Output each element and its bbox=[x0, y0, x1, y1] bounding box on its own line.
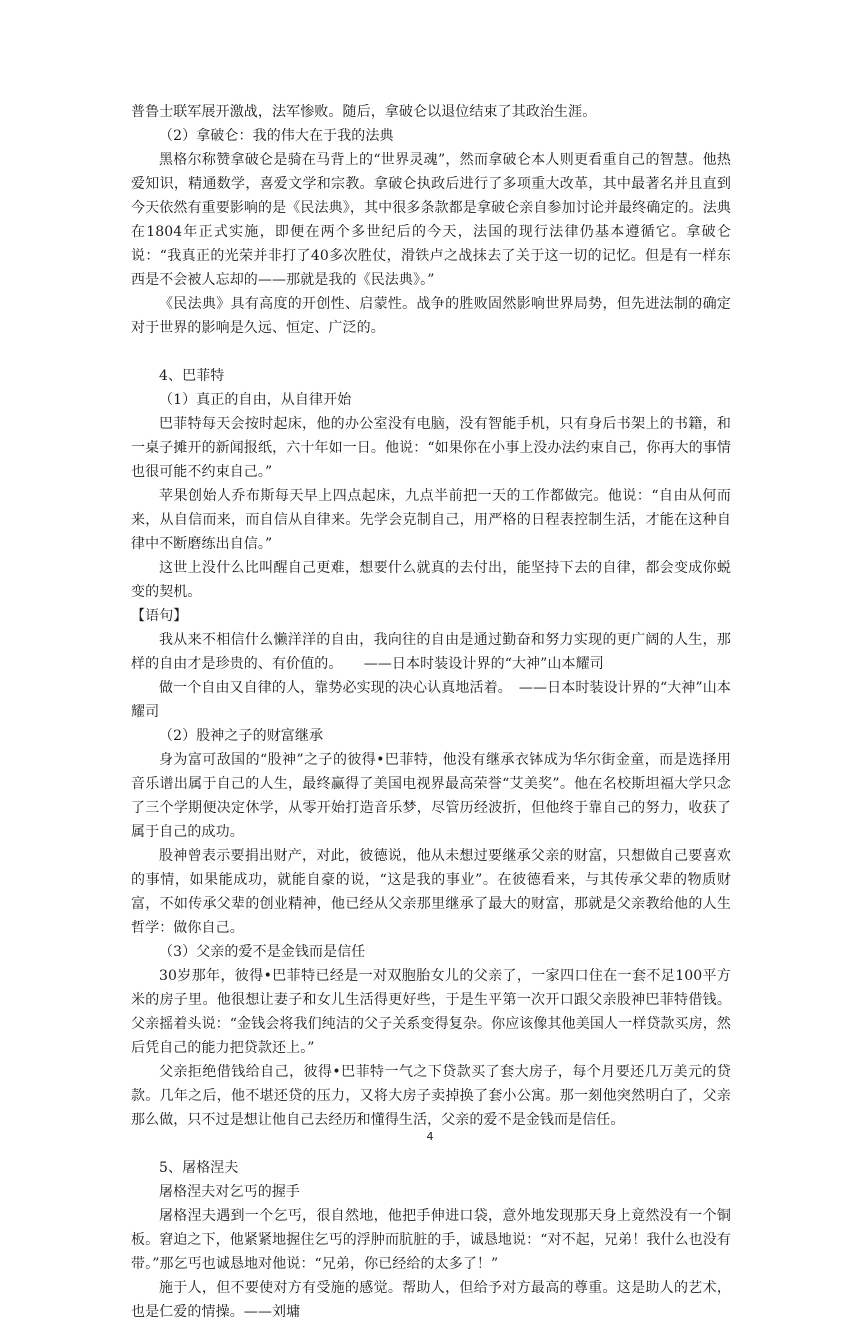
paragraph: 屠格涅夫遇到一个乞丐，很自然地，他把手伸进口袋，意外地发现那天身上竟然没有一个铜板。窘迫之下，他紧紧地握住乞丐的浮肿而肮脏的手，诚恳地说：“对不起，兄弟！我什么也没有带。”那乞丐也诚恳地对他说：“兄弟，你已经给的太多了！” bbox=[131, 1208, 731, 1272]
paragraph: 巴菲特每天会按时起床，他的办公室没有电脑，没有智能手机，只有身后书架上的书籍，和一桌子摊开的新闻报纸，六十年如一日。他说：“如果你在小事上没办法约束自己，你再大的事情也很可能不约束自己。” bbox=[131, 416, 731, 480]
paragraph-gap bbox=[131, 340, 731, 364]
paragraph: （2）拿破仑：我的伟大在于我的法典 bbox=[159, 128, 394, 144]
paragraph: （1）真正的自由，从自律开始 bbox=[159, 392, 352, 408]
paragraph: 屠格涅夫对乞丐的握手 bbox=[159, 1184, 300, 1200]
paragraph: 股神曾表示要捐出财产，对此，彼德说，他从未想过要继承父亲的财富，只想做自己要喜欢的事情，如果能成功，就能自豪的说，“这是我的事业”。在彼德看来，与其传承父辈的物质财富，不如传承父辈的创业精神，他已经从父亲那里继承了最大的财富，那就是父亲教给他的人生哲学：做你自己。 bbox=[131, 848, 731, 936]
paragraph: 5、屠格涅夫 bbox=[159, 1160, 239, 1176]
paragraph: 做一个自由又自律的人，靠势必实现的决心认真地活着。 ——日本时装设计界的“大神”山本耀司 bbox=[131, 680, 731, 720]
paragraph: （3）父亲的爱不是金钱而是信任 bbox=[159, 944, 366, 960]
paragraph: 4、巴菲特 bbox=[159, 368, 225, 384]
paragraph: 黑格尔称赞拿破仑是骑在马背上的“世界灵魂”，然而拿破仑本人则更看重自己的智慧。他热爱知识，精通数学，喜爱文学和宗教。拿破仑执政后进行了多项重大改革，其中最著名并且直到今天依然有重要影响的是《民法典》，其中很多条款都是拿破仑亲自参加讨论并最终确定的。法典在1804年正式实施，即便在两个多世纪后的今天，法国的现行法律仍基本遵循它。拿破仑说：“我真正的光荣并非打了40多次胜仗，滑铁卢之战抹去了关于这一切的记忆。但是有一样东西是不会被人忘却的——那就是我的《民法典》。” bbox=[131, 152, 731, 288]
paragraph: 身为富可敌国的“股神”之子的彼得•巴菲特，他没有继承衣钵成为华尔街金童，而是选择用音乐谱出属于自己的人生，最终赢得了美国电视界最高荣誉“艾美奖”。他在名校斯坦福大学只念了三个学期便决定休学，从零开始打造音乐梦，尽管历经波折，但他终于靠自己的努力，收获了属于自己的成功。 bbox=[131, 752, 731, 840]
paragraph: 《民法典》具有高度的开创性、启蒙性。战争的胜败固然影响世界局势，但先进法制的确定对于世界的影响是久远、恒定、广泛的。 bbox=[131, 296, 731, 336]
paragraph: 这世上没什么比叫醒自己更难，想要什么就真的去付出，能坚持下去的自律，都会变成你蜕变的契机。 bbox=[131, 560, 731, 600]
paragraph: 30岁那年，彼得•巴菲特已经是一对双胞胎女儿的父亲了，一家四口住在一套不足100平方米的房子里。他很想让妻子和女儿生活得更好些，于是生平第一次开口跟父亲股神巴菲特借钱。父亲摇着头说：“金钱会将我们纯洁的父子关系变得复杂。你应该像其他美国人一样贷款买房，然后凭自己的能力把贷款还上。” bbox=[131, 968, 731, 1056]
page-number: 4 bbox=[426, 1130, 434, 1143]
paragraph: 普鲁士联军展开激战，法军惨败。随后，拿破仑以退位结束了其政治生涯。 bbox=[131, 104, 597, 120]
paragraph: 苹果创始人乔布斯每天早上四点起床，九点半前把一天的工作都做完。他说：“自由从何而来，从自信而来，而自信从自律来。先学会克制自己，用严格的日程表控制生活，才能在这种自律中不断磨练出自信。” bbox=[131, 488, 731, 552]
paragraph: 【语句】 bbox=[131, 608, 188, 624]
paragraph: 父亲拒绝借钱给自己，彼得•巴菲特一气之下贷款买了套大房子，每个月要还几万美元的贷款。几年之后，他不堪还贷的压力，又将大房子卖掉换了套小公寓。那一刻他突然明白了，父亲那么做，只不过是想让他自己去经历和懂得生活，父亲的爱不是金钱而是信任。 bbox=[131, 1064, 731, 1128]
paragraph: 施于人，但不要使对方有受施的感觉。帮助人，但给予对方最高的尊重。这是助人的艺术，也是仁爱的情操。——刘墉 bbox=[131, 1280, 731, 1320]
paragraph: 我从来不相信什么懒洋洋的自由，我向往的自由是通过勤奋和努力实现的更广阔的人生，那样的自由才是珍贵的、有价值的。 ——日本时装设计界的“大神”山本耀司 bbox=[131, 632, 731, 672]
paragraph: （2）股神之子的财富继承 bbox=[159, 728, 324, 744]
